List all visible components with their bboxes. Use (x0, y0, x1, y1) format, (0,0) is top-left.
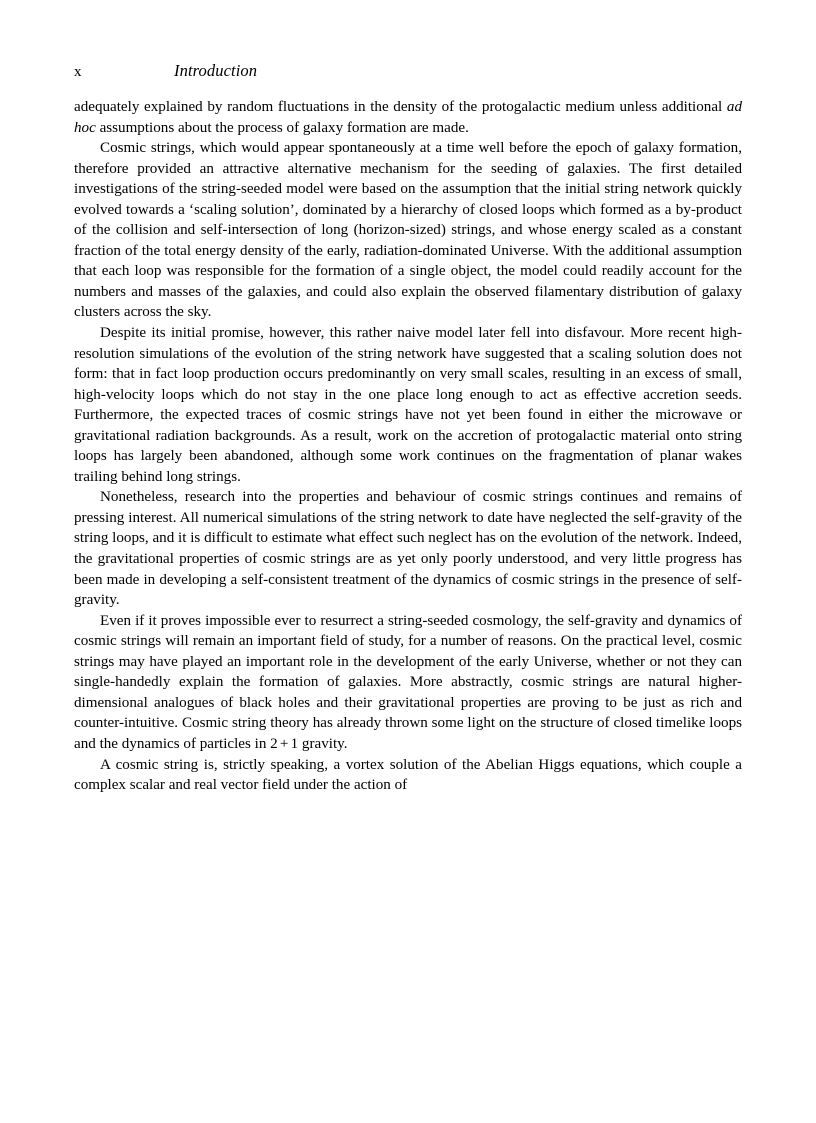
paragraph: Despite its initial promise, however, this rather naive model later fell into disfavour. More recent high-resolution simulations of the evolution of the string network have suggested that a scaling solution does not form: that in fact loop production occurs predominantly on very small scales, resulting in an excess of small, high-velocity loops which do not stay in the one place long enough to act as effective accretion seeds. Furthermore, the expected traces of cosmic strings have not yet been found in either the microwave or gravitational radiation backgrounds. As a result, work on the accretion of protogalactic material onto string loops has largely been abandoned, although some work continues on the fragmentation of planar wakes trailing behind long strings. (74, 325, 742, 485)
page-folio: x (74, 64, 82, 80)
running-head-title: Introduction (174, 61, 258, 80)
emphasis-text: ad hoc (74, 99, 742, 136)
paragraph: Nonetheless, research into the properties and behaviour of cosmic strings continues and remains of pressing interest. All numerical simulations of the string network to date have neglected the self-gravity of the string loops, and it is difficult to estimate what effect such neglect has on the evolution of the network. Indeed, the gravitational properties of cosmic strings are as yet only poorly understood, and very little progress has been made in developing a self-consistent treatment of the dynamics of cosmic strings in the presence of self-gravity. (74, 489, 742, 609)
inline-math: 2 + 1 (270, 735, 299, 752)
running-head (74, 60, 742, 82)
paragraph: Even if it proves impossible ever to resurrect a string-seeded cosmology, the self-gravity and dynamics of cosmic strings will remain an important field of study, for a number of reasons. On the practical level, cosmic strings may have played an important role in the development of the early Universe, whether or not they can single-handedly explain the formation of galaxies. More abstractly, cosmic strings are natural higher-dimensional analogues of black holes and their gravitational properties are proving to be just as rich and counter-intuitive. Cosmic string theory has already thrown some light on the structure of closed timelike loops and the dynamics of particles in 2 + 1 gravity. (74, 612, 742, 752)
paragraph: adequately explained by random fluctuations in the density of the protogalactic medium unless additional ad hoc assumptions about the process of galaxy formation are made. (74, 99, 742, 136)
paragraph: Cosmic strings, which would appear spontaneously at a time well before the epoch of galaxy formation, therefore provided an attractive alternative mechanism for the seeding of galaxies. The first detailed investigations of the string-seeded model were based on the assumption that the initial string network quickly evolved towards a ‘scaling solution’, dominated by a hierarchy of closed loops which formed as a by-product of the collision and self-intersection of long (horizon-sized) strings, and whose energy scaled as a constant fraction of the total energy density of the early, radiation-dominated Universe. With the additional assumption that each loop was responsible for the formation of a single object, the model could readily account for the numbers and masses of the galaxies, and could also explain the observed filamentary distribution of galaxy clusters across the sky. (74, 140, 742, 321)
paragraph: A cosmic string is, strictly speaking, a vortex solution of the Abelian Higgs equations, which couple a complex scalar and real vector field under the action of (74, 756, 742, 794)
body-text-block (74, 97, 742, 796)
